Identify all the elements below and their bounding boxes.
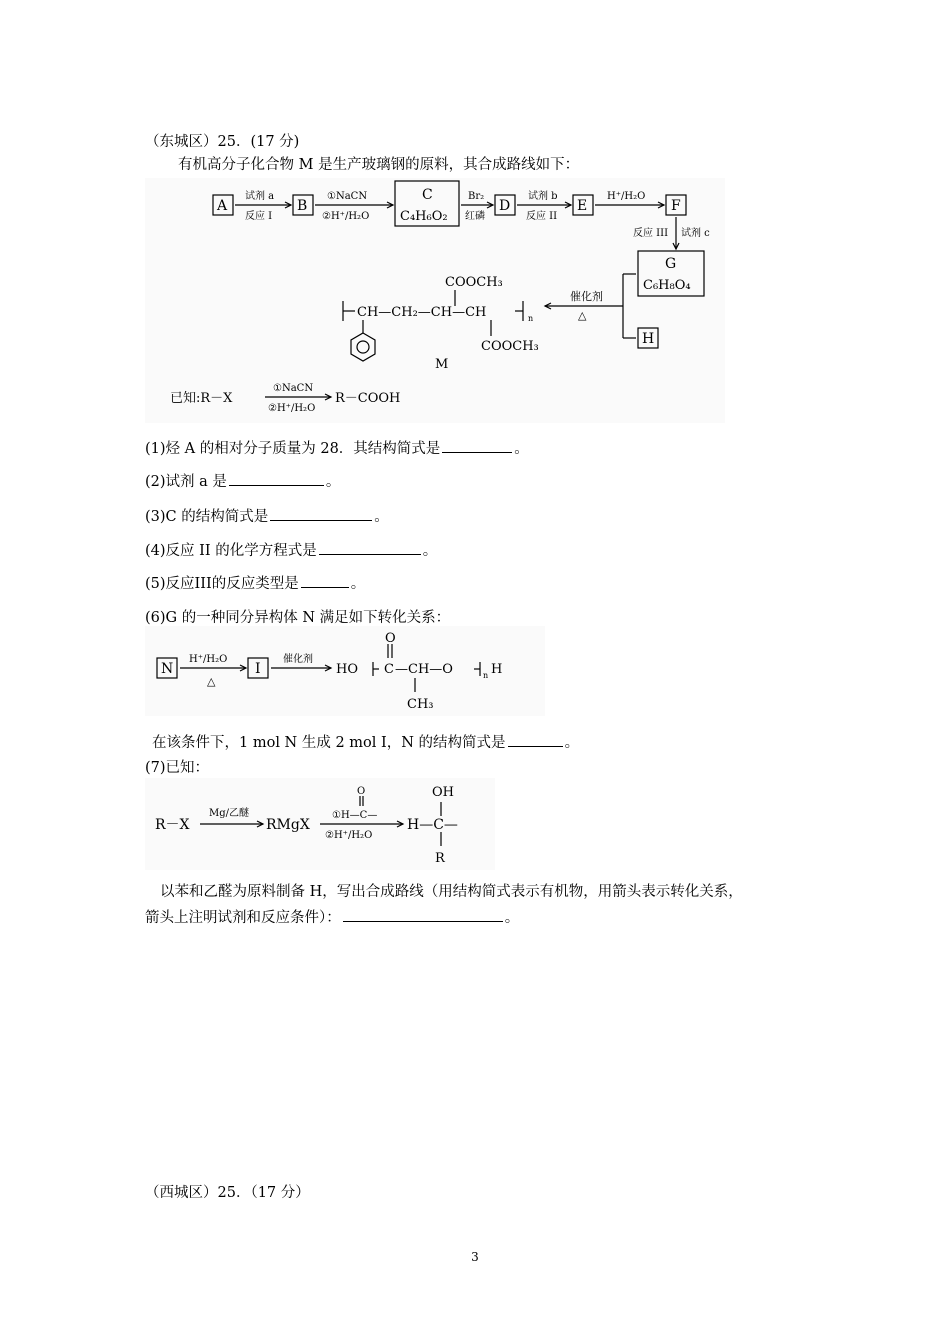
answer-blank-4[interactable]	[319, 540, 421, 555]
arrow-de-top: 试剂 b	[528, 191, 558, 202]
catalyst-label: 催化剂	[570, 290, 603, 303]
q4-period: 。	[422, 543, 438, 559]
q7-note-line1: 以苯和乙醛为原料制备 H，写出合成路线（用结构简式表示有机物，用箭头表示转化关系，	[160, 884, 743, 900]
intro-text	[178, 153, 579, 174]
arrow-fg-right: 试剂 c	[681, 228, 710, 239]
question-6-note	[152, 731, 579, 752]
answer-blank-7[interactable]	[343, 907, 503, 922]
step1: ①H—C—	[332, 810, 378, 821]
label-d: D	[499, 198, 511, 214]
label-e: E	[577, 198, 588, 214]
q2-text: (2)试剂 a 是	[145, 474, 227, 490]
poly-chain: CH—CH₂—CH—CH	[357, 305, 487, 320]
arrow-bc-bottom: ②H⁺/H₂O	[322, 211, 370, 222]
arrow-cd-top: Br₂	[468, 191, 485, 202]
known-arrow-top: ①NaCN	[273, 383, 314, 394]
product-h: H	[491, 662, 503, 677]
question-6	[145, 606, 450, 627]
answer-blank-2[interactable]	[229, 471, 324, 486]
q5-period: 。	[350, 576, 366, 592]
question-3	[145, 505, 389, 526]
scheme-n-to-i	[145, 626, 545, 716]
poly-n: n	[528, 314, 534, 323]
arrow-ef-top: H⁺/H₂O	[607, 191, 646, 202]
question-7	[145, 756, 209, 777]
arrow-de-bottom: 反应 II	[526, 211, 558, 222]
intermediate-rmgx: RMgX	[266, 817, 310, 833]
label-h: H	[642, 331, 655, 347]
product-hc: H—C—	[407, 817, 458, 833]
reactant-rx: R－X	[155, 817, 190, 833]
question-2	[145, 470, 340, 491]
question-5	[145, 572, 365, 593]
next-section-header	[145, 1181, 310, 1202]
answer-blank-6[interactable]	[508, 732, 563, 747]
known-reactant: 已知:R－X	[170, 391, 233, 406]
label-g-formula: C₆H₈O₄	[643, 278, 691, 293]
q6-text: (6)G 的一种同分异构体 N 满足如下转化关系：	[145, 610, 451, 626]
arrow-ab-bottom: 反应 I	[245, 211, 273, 222]
product-o: O	[385, 631, 396, 646]
arrow-ab-top: 试剂 a	[245, 191, 275, 202]
label-c-formula: C₄H₆O₂	[400, 209, 448, 224]
page-number: 3	[471, 1250, 479, 1264]
question-7-note-2	[145, 906, 519, 927]
product-r: R	[435, 851, 445, 866]
arrow-mg-top: Mg/乙醚	[209, 808, 250, 819]
label-n: N	[161, 661, 174, 677]
answer-blank-1[interactable]	[442, 438, 512, 453]
question-1	[145, 437, 529, 458]
product-oh: OH	[432, 785, 454, 800]
q7-note-line2: 箭头上注明试剂和反应条件）：	[145, 910, 341, 926]
arrow-cd-bottom: 红磷	[465, 211, 485, 222]
label-f: F	[671, 198, 681, 214]
label-c: C	[422, 187, 433, 203]
label-m: M	[435, 357, 449, 372]
header-text: （东城区）25．(17 分)	[145, 134, 300, 150]
step2: ②H⁺/H₂O	[325, 830, 373, 841]
arrow-ni-top: H⁺/H₂O	[189, 654, 228, 665]
question-7-note-1	[160, 880, 743, 901]
poly-top-group: COOCH₃	[445, 275, 503, 290]
q6-period: 。	[564, 735, 580, 751]
next-header-text: （西城区）25．（17 分）	[145, 1185, 310, 1201]
step1-o: O	[357, 786, 366, 797]
label-b: B	[297, 198, 308, 214]
product-ch3: CH₃	[407, 697, 434, 712]
q2-period: 。	[325, 474, 341, 490]
q4-text: (4)反应 II 的化学方程式是	[145, 543, 317, 559]
q7-text: (7)已知：	[145, 760, 210, 776]
q6-note-text: 在该条件下，1 mol N 生成 2 mol I，N 的结构简式是	[152, 735, 506, 751]
poly-bottom-group: COOCH₃	[481, 339, 539, 354]
q5-text: (5)反应III的反应类型是	[145, 576, 299, 592]
q1-period: 。	[514, 441, 529, 457]
known-product: R－COOH	[335, 391, 401, 406]
grignard-scheme	[145, 778, 495, 870]
label-i: I	[255, 661, 261, 677]
product-ho: HO	[336, 662, 358, 677]
q7-period: 。	[504, 910, 520, 926]
answer-blank-3[interactable]	[270, 506, 372, 521]
synthesis-scheme	[145, 178, 725, 423]
arrow-ni-bottom: △	[207, 675, 216, 688]
product-chain: —CH—O	[395, 662, 453, 677]
arrow-bc-top: ①NaCN	[327, 191, 368, 202]
question-4	[145, 539, 437, 560]
q3-text: (3)C 的结构简式是	[145, 509, 269, 525]
product-n: n	[483, 671, 489, 680]
section-header	[145, 130, 299, 151]
known-arrow-bottom: ②H⁺/H₂O	[268, 403, 316, 414]
label-g: G	[665, 256, 677, 272]
label-a: A	[217, 198, 228, 214]
q1-text: (1)烃 A 的相对分子质量为 28．其结构简式是	[145, 441, 441, 457]
q3-period: 。	[374, 509, 389, 525]
arrow-ip-top: 催化剂	[283, 654, 313, 665]
product-c: C	[384, 662, 394, 677]
heat-label: △	[578, 309, 587, 322]
intro-span: 有机高分子化合物 M 是生产玻璃钢的原料，其合成路线如下：	[178, 157, 580, 173]
arrow-fg-left: 反应 III	[633, 228, 669, 239]
answer-blank-5[interactable]	[301, 573, 349, 588]
